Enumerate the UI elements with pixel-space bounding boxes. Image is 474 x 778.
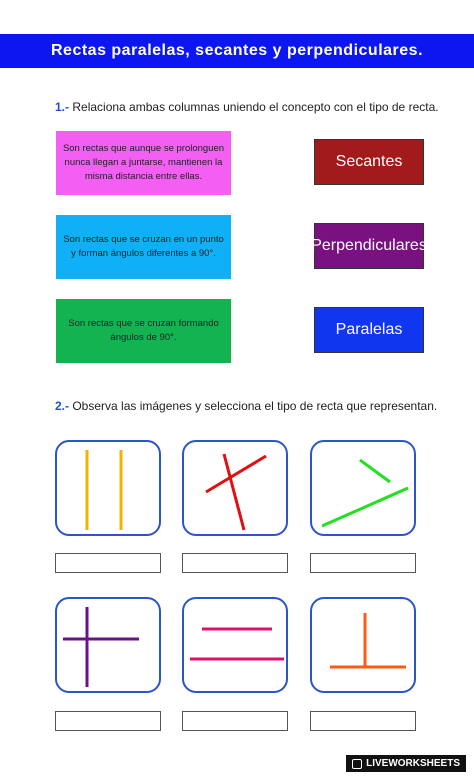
parallel-horizontal-lines-icon [184, 599, 290, 695]
answer-input-2[interactable] [182, 553, 288, 573]
image-card-5 [182, 597, 288, 693]
secant-lines-icon [184, 442, 290, 538]
question-2-text: Observa las imágenes y selecciona el tipo de recta que representan. [69, 399, 438, 413]
question-1 [55, 100, 439, 114]
type-button-perpendiculares[interactable]: Perpendiculares [314, 223, 424, 269]
image-card-6 [310, 597, 416, 693]
non-crossing-lines-icon [312, 442, 418, 538]
question-1-text: Relaciona ambas columnas uniendo el concepto con el tipo de recta. [69, 100, 439, 114]
image-card-2 [182, 440, 288, 536]
question-2-number: 2.- [55, 399, 70, 413]
page-title: Rectas paralelas, secantes y perpendiculares. [0, 34, 474, 68]
liveworksheets-logo [346, 755, 466, 772]
question-1-number: 1.- [55, 100, 70, 114]
answer-input-6[interactable] [310, 711, 416, 731]
type-button-secantes[interactable]: Secantes [314, 139, 424, 185]
question-2 [55, 399, 437, 413]
parallel-vertical-lines-icon [57, 442, 163, 538]
answer-input-1[interactable] [55, 553, 161, 573]
image-card-4 [55, 597, 161, 693]
concept-card-secant[interactable]: Son rectas que se cruzan en un punto y forman ángulos diferentes a 90°. [56, 215, 231, 279]
footer-brand: LIVEWORKSHEETS [366, 758, 460, 769]
image-card-1 [55, 440, 161, 536]
answer-input-4[interactable] [55, 711, 161, 731]
answer-input-5[interactable] [182, 711, 288, 731]
logo-icon [352, 759, 362, 769]
concept-card-parallel[interactable]: Son rectas que aunque se prolonguen nunca llegan a juntarse, mantienen la misma distancia entre ellas. [56, 131, 231, 195]
type-button-paralelas[interactable]: Paralelas [314, 307, 424, 353]
concept-card-perpendicular[interactable]: Son rectas que se cruzan formando ángulos de 90°. [56, 299, 231, 363]
answer-input-3[interactable] [310, 553, 416, 573]
image-card-3 [310, 440, 416, 536]
perpendicular-cross-lines-icon [57, 599, 163, 695]
perpendicular-t-lines-icon [312, 599, 418, 695]
